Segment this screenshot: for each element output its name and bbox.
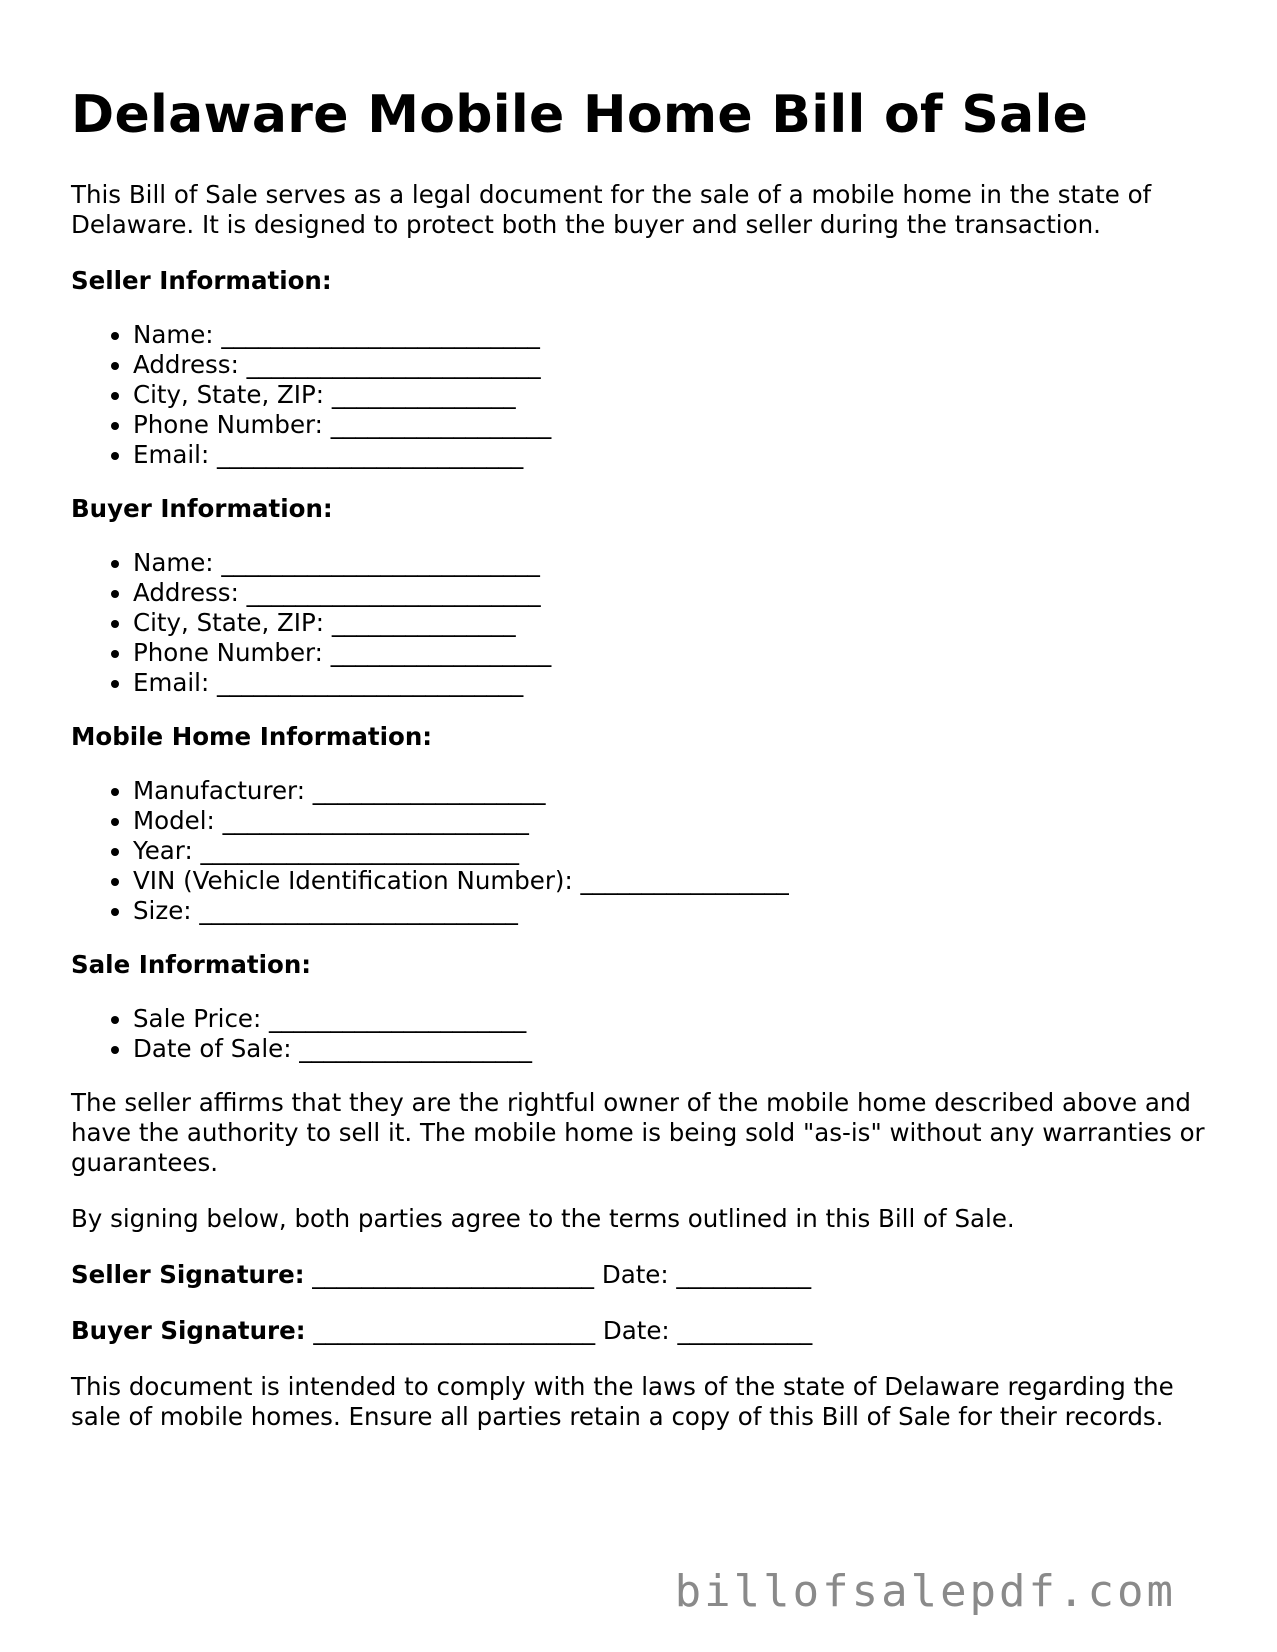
sale-section-heading: Sale Information:	[71, 950, 312, 980]
seller-name-field: • Name: __________________________	[133, 320, 1221, 350]
footer-note-paragraph: This document is intended to comply with the laws of the state of Delaware regarding the sale of mobile homes. Ensure all parties retain a copy of this Bill of Sale for their records.	[71, 1372, 1174, 1432]
affirmation-paragraph: The seller affirms that they are the rightful owner of the mobile home described above and have the authority to sell it. The mobile home is being sold "as-is" without any warranties or guarantees.	[71, 1088, 1205, 1178]
mobile-home-info-list	[71, 776, 1221, 926]
seller-email-field: • Email: _________________________	[133, 440, 1221, 470]
buyer-signature-row	[71, 1316, 1221, 1346]
seller-signature-blanks: _______________________ Date: ___________	[304, 1260, 812, 1290]
seller-info-list	[71, 320, 1221, 470]
buyer-name-field: • Name: __________________________	[133, 548, 1221, 578]
buyer-section-heading: Buyer Information:	[71, 494, 333, 524]
vin-field: • VIN (Vehicle Identification Number): _________________	[133, 866, 1221, 896]
year-field: • Year: __________________________	[133, 836, 1221, 866]
seller-city-state-zip-field: • City, State, ZIP: _______________	[133, 380, 1221, 410]
model-field: • Model: _________________________	[133, 806, 1221, 836]
size-field: • Size: __________________________	[133, 896, 1221, 926]
sale-price-field: • Sale Price: _____________________	[133, 1004, 1221, 1034]
buyer-info-list	[71, 548, 1221, 698]
sale-info-list	[71, 1004, 1221, 1064]
seller-address-field: • Address: ________________________	[133, 350, 1221, 380]
buyer-address-field: • Address: ________________________	[133, 578, 1221, 608]
seller-section-heading: Seller Information:	[71, 266, 332, 296]
document-title: Delaware Mobile Home Bill of Sale	[71, 85, 1089, 145]
buyer-email-field: • Email: _________________________	[133, 668, 1221, 698]
intro-paragraph: This Bill of Sale serves as a legal document for the sale of a mobile home in the state of Delaware. It is designed to protect both the buyer and seller during the transaction.	[71, 180, 1152, 240]
buyer-phone-field: • Phone Number: __________________	[133, 638, 1221, 668]
seller-signature-label: Seller Signature:	[71, 1260, 305, 1290]
buyer-signature-blanks: _______________________ Date: ___________	[305, 1316, 813, 1346]
site-watermark: billofsalepdf.com	[674, 1566, 1176, 1617]
manufacturer-field: • Manufacturer: ___________________	[133, 776, 1221, 806]
date-of-sale-field: • Date of Sale: ___________________	[133, 1034, 1221, 1064]
buyer-signature-label: Buyer Signature:	[71, 1316, 306, 1346]
bill-of-sale-document	[71, 84, 1221, 1458]
agreement-paragraph: By signing below, both parties agree to the terms outlined in this Bill of Sale.	[71, 1204, 1015, 1234]
mobile-home-section-heading: Mobile Home Information:	[71, 722, 433, 752]
seller-signature-row	[71, 1260, 1221, 1290]
buyer-city-state-zip-field: • City, State, ZIP: _______________	[133, 608, 1221, 638]
seller-phone-field: • Phone Number: __________________	[133, 410, 1221, 440]
